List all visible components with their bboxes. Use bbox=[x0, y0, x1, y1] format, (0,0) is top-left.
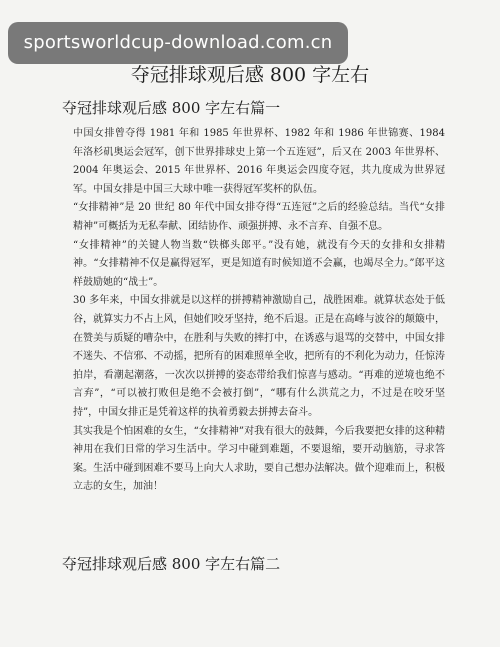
paragraph: 中国女排曾夺得 1981 年和 1985 年世界杯、1982 年和 1986 年世锦赛、1984 年洛杉矶奥运会冠军，创下世界排球史上第一个五连冠”，后又在 2003 年世界杯、2004 年奥运会、2015 年世界杯、2016 年奥运会四度夺冠，共九度成为世界冠军。中国女排是中国三大球中唯一获得冠军奖杯的队伍。 bbox=[73, 128, 445, 195]
section-heading-1: 夺冠排球观后感 800 字左右篇一 bbox=[62, 99, 281, 117]
paragraph: 其实我是个怕困难的女生，“女排精神”对我有很大的鼓舞，今后我要把女排的这种精神用在我们日常的学习生活中。学习中碰到难题，不要退缩，要开动脑筋，寻求答案。生活中碰到困难不要马上向大人求助，要自己想办法解决。做个迎难而上，积极立志的女生，加油！ bbox=[73, 425, 445, 493]
watermark-banner: sportsworldcup-download.com.cn bbox=[8, 22, 348, 64]
paragraph: “女排精神”是 20 世纪 80 年代中国女排夺得“五连冠”之后的经验总结。当代“女排精神”可概括为无私奉献、团结协作、顽强拼搏、永不言弃、自强不息。 bbox=[73, 202, 445, 232]
page-title: 夺冠排球观后感 800 字左右 bbox=[130, 64, 370, 86]
paragraph: “女排精神”的关键人物当数“铁榔头郎平。”没有她，就没有今天的女排和女排精神。“女排精神不仅是赢得冠军，更是知道有时候知道不会赢，也竭尽全力。”郎平这样鼓励她的“战士”。 bbox=[73, 239, 445, 288]
section-heading-2: 夺冠排球观后感 800 字左右篇二 bbox=[62, 555, 281, 573]
article-body bbox=[73, 125, 445, 497]
paragraph: 30 多年来，中国女排就是以这样的拼搏精神激励自己，战胜困难。就算状态处于低谷，就算实力不占上风，但她们咬牙坚持，绝不后退。正是在高峰与波谷的颠簸中，在赞美与质疑的嘈杂中，在胜利与失败的摔打中，在诱惑与退骂的交替中，中国女排不迷失、不信邪、不动摇，把所有的困难照单全收，把所有的不利化为动力，任惊涛拍岸，看潮起潮落，一次次以拼搏的姿态带给我们惊喜与感动。“再难的逆境也绝不言弃”，“可以被打败但是绝不会被打倒”，“哪有什么洪荒之力，不过是在咬牙坚持”，中国女排正是凭着这样的执着勇毅去拼搏去奋斗。 bbox=[73, 295, 445, 418]
